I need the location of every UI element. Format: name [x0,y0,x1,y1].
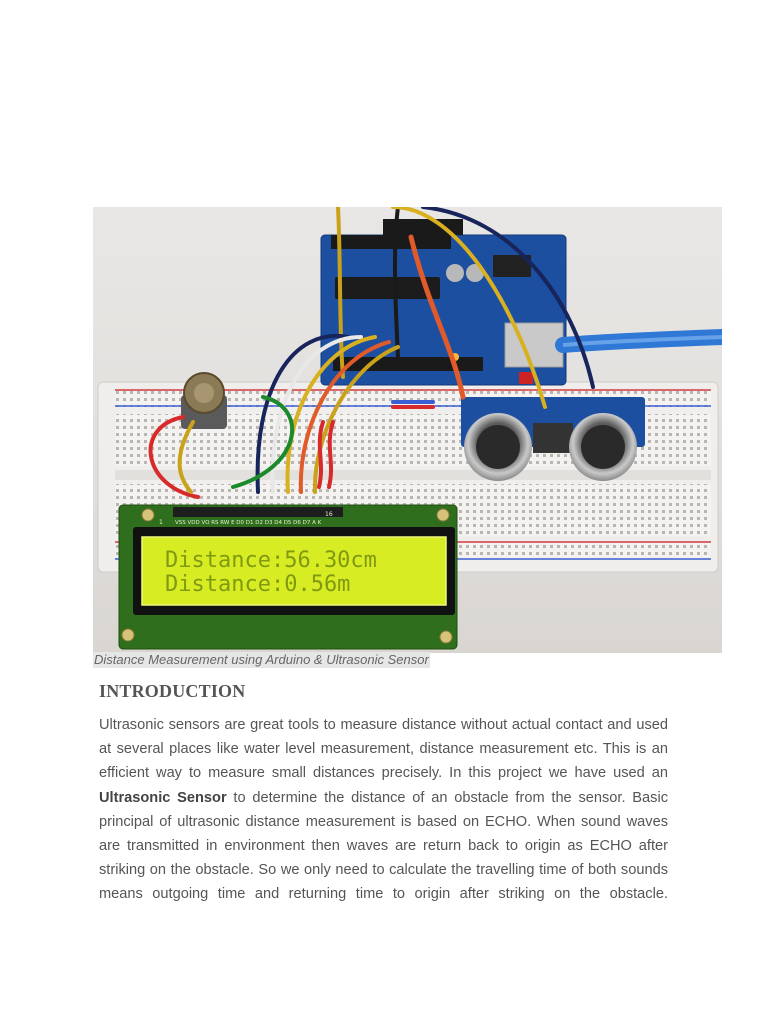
ultrasonic-sensor-bold: Ultrasonic Sensor [99,789,227,806]
paragraph-text-end: to determine the distance of an obstacle from the sensor. Basic principal of ultrasonic distance measurement is based on ECHO. When sound waves are transmitted in environment then waves are return back to origin as ECHO after striking on the obstacle. So we only need to calculate the travelling time of both sounds means outgoing time and returning time to origin after striking on the obstacle. [99,789,668,903]
lcd-pin-number-1: 1 [159,519,163,526]
section-heading: INTRODUCTION [99,681,246,701]
potentiometer [181,373,227,429]
paragraph-text-start: Ultrasonic sensors are great tools to measure distance without actual contact and used at several places like water level measurement, distance measurement etc. This is an efficient way to measure small distances precisely. In this project we have used an [99,717,668,782]
lcd-header-pins: VSS VDD VO RS RW E D0 D1 D2 D3 D4 D5 D6 D7 A K [175,520,322,526]
arduino-ultrasonic-lcd-illustration [93,207,722,653]
project-photo [93,207,722,653]
lcd-line-2: Distance:0.56m [165,572,351,597]
lcd-line-1: Distance:56.30cm [165,548,377,573]
figure-caption: Distance Measurement using Arduino & Ultrasonic Sensor [94,652,429,667]
lcd-module [119,505,457,649]
intro-paragraph [99,713,668,907]
lcd-pin-number-16: 16 [325,511,333,518]
